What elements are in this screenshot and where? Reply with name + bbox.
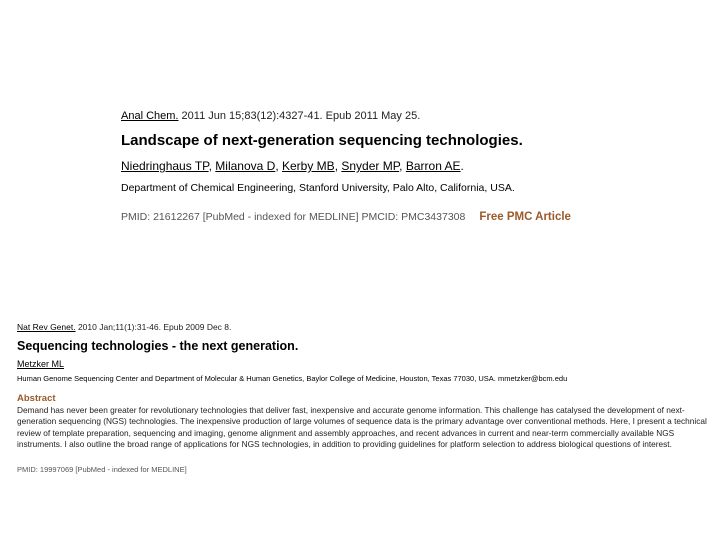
citation-details: 2011 Jun 15;83(12):4327-41. Epub 2011 May 25. [178,110,421,122]
record-sequencing-technologies [17,322,709,475]
abstract-text: Demand has never been greater for revolutionary technologies that deliver fast, inexpensive and accurate genome information. This challenge has catalysed the development of next-generation sequencing (NGS) technologies. The inexpensive production of large volumes of sequence data is the primary advantage over conventional methods. Here, I present a technical review of template preparation, sequencing and imaging, genome alignment and assembly approaches, and recent advances in current and near-term commercially available NGS instruments. I also outline the broad range of applications for NGS technologies, in addition to providing guidelines for platform selection to address biological questions of interest. [17,405,707,450]
citation-details: 2010 Jan;11(1):31-46. Epub 2009 Dec 8. [75,322,232,332]
author-separator: , [399,159,406,173]
abstract-heading: Abstract [17,393,56,404]
free-pmc-article-link[interactable]: Free PMC Article [479,211,571,223]
author-separator: . [460,159,464,173]
author-link[interactable]: Snyder MP [341,159,400,173]
citation-line [17,322,709,333]
affiliation: Human Genome Sequencing Center and Department of Molecular & Human Genetics, Baylor College of Medicine, Houston, Texas 77030, USA. mmetzker@bcm.edu [17,374,568,383]
journal-link[interactable]: Nat Rev Genet. [17,322,76,332]
author-separator: , [275,159,282,173]
author-list [17,359,709,370]
author-link[interactable]: Metzker ML [17,359,65,369]
author-separator: , [208,159,216,173]
author-separator: , [334,159,342,173]
article-title: Landscape of next-generation sequencing technologies. [121,132,523,149]
identifiers-line [121,210,701,224]
citation-line [121,109,701,123]
pmid-pmcid: PMID: 21612267 [PubMed - indexed for MEDLINE] PMCID: PMC3437308 [121,211,466,223]
author-link[interactable]: Milanova D [215,159,276,173]
author-link[interactable]: Kerby MB [282,159,335,173]
author-link[interactable]: Niedringhaus TP [121,159,209,173]
record-landscape-ngs [121,109,701,224]
author-list [121,159,701,174]
journal-link[interactable]: Anal Chem. [121,110,179,122]
article-title: Sequencing technologies - the next generation. [17,339,299,353]
pmid-line: PMID: 19997069 [PubMed - indexed for MEDLINE] [17,464,187,474]
affiliation: Department of Chemical Engineering, Stanford University, Palo Alto, California, USA. [121,182,515,194]
author-link[interactable]: Barron AE [405,159,461,173]
